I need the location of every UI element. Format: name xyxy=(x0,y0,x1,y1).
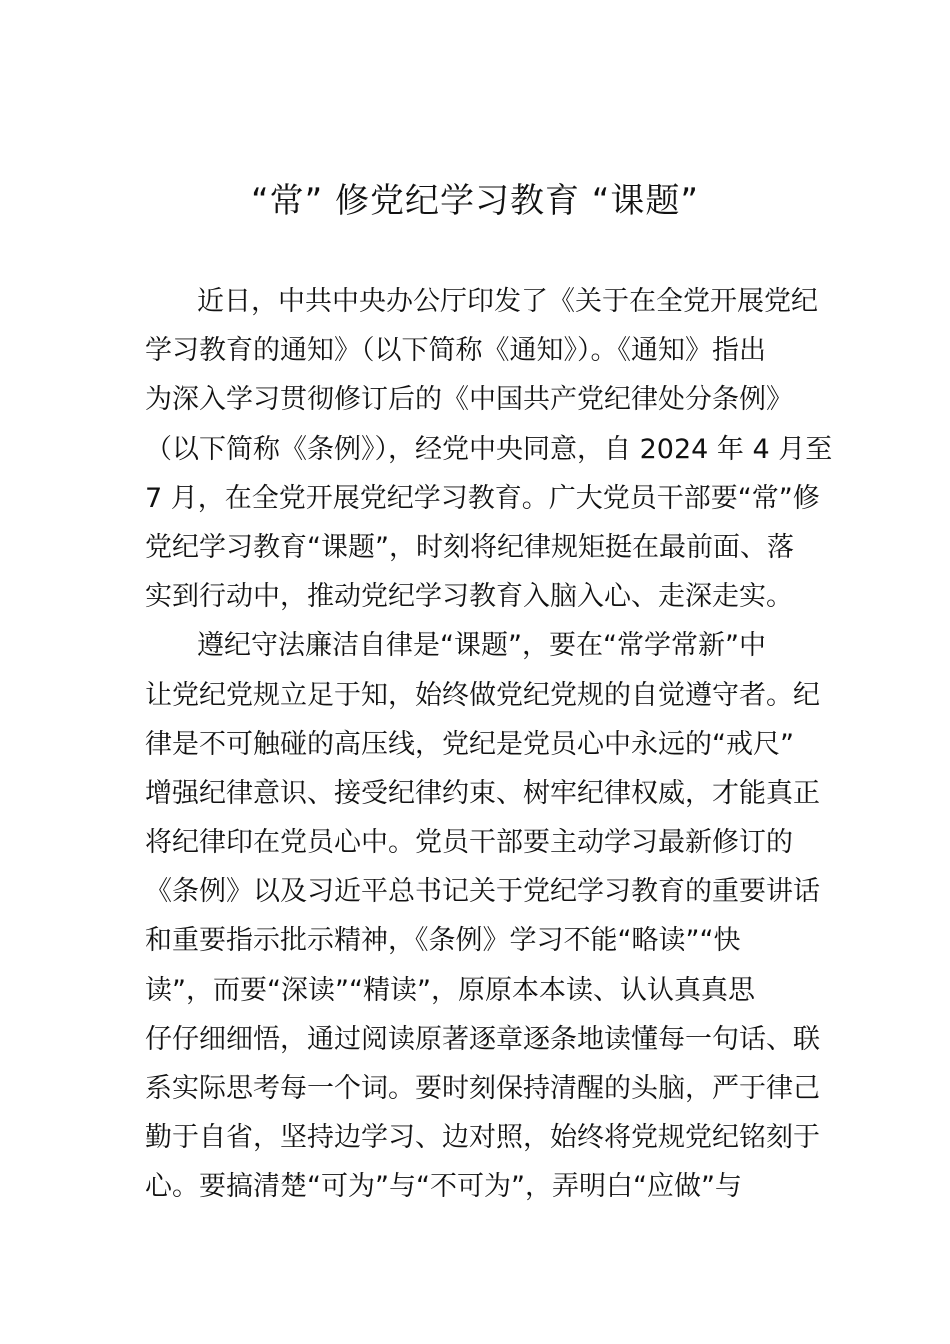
document-body xyxy=(145,277,833,1212)
paragraph-2-line-8: 读”，而要“深读”“精读”，原原本本读、认认真真思 xyxy=(145,974,755,1006)
paragraph-2-line-4: 增强纪律意识、接受纪律约束、树牢纪律权威，才能真正 xyxy=(145,777,820,809)
paragraph-1-line-4: （以下简称《条例》），经党中央同意，自 2024 年 4 月至 xyxy=(145,433,833,465)
paragraph-2-line-3: 律是不可触碰的高压线，党纪是党员心中永远的“戒尺” xyxy=(145,728,794,760)
paragraph-1-line-6: 党纪学习教育“课题”，时刻将纪律规矩挺在最前面、落 xyxy=(145,531,794,563)
paragraph-2-line-11: 勤于自省，坚持边学习、边对照，始终将党规党纪铭刻于 xyxy=(145,1122,820,1154)
paragraph-2-line-10: 系实际思考每一个词。要时刻保持清醒的头脑，严于律己 xyxy=(145,1073,820,1104)
paragraph-1-line-2: 学习教育的通知》（以下简称《通知》）。《通知》指出 xyxy=(145,335,766,367)
paragraph-2-line-5: 将纪律印在党员心中。党员干部要主动学习最新修订的 xyxy=(145,827,793,859)
document-title: “常” 修党纪学习教育 “课题” xyxy=(250,181,700,221)
paragraph-2-line-9: 仔仔细细悟，通过阅读原著逐章逐条地读懂每一句话、联 xyxy=(145,1023,820,1055)
paragraph-2-line-6: 《条例》以及习近平总书记关于党纪学习教育的重要讲话 xyxy=(145,876,820,908)
paragraph-1-line-3: 为深入学习贯彻修订后的《中国共产党纪律处分条例》 xyxy=(145,384,793,416)
paragraph-2-line-12: 心。要搞清楚“可为”与“不可为”，弄明白“应做”与 xyxy=(145,1171,742,1203)
paragraph-2-line-7: 和重要指示批示精神，《条例》学习不能“略读”“快 xyxy=(145,925,741,957)
paragraph-2-line-1: 遵纪守法廉洁自律是“课题”，要在“常学常新”中 xyxy=(197,630,766,662)
paragraph-1-line-7: 实到行动中，推动党纪学习教育入脑入心、走深走实。 xyxy=(145,581,793,613)
paragraph-2-line-2: 让党纪党规立足于知，始终做党纪党规的自觉遵守者。纪 xyxy=(145,679,820,711)
paragraph-1-line-1: 近日，中共中央办公厅印发了《关于在全党开展党纪 xyxy=(197,286,818,317)
paragraph-1-line-5: 7 月，在全党开展党纪学习教育。广大党员干部要“常”修 xyxy=(145,482,820,514)
